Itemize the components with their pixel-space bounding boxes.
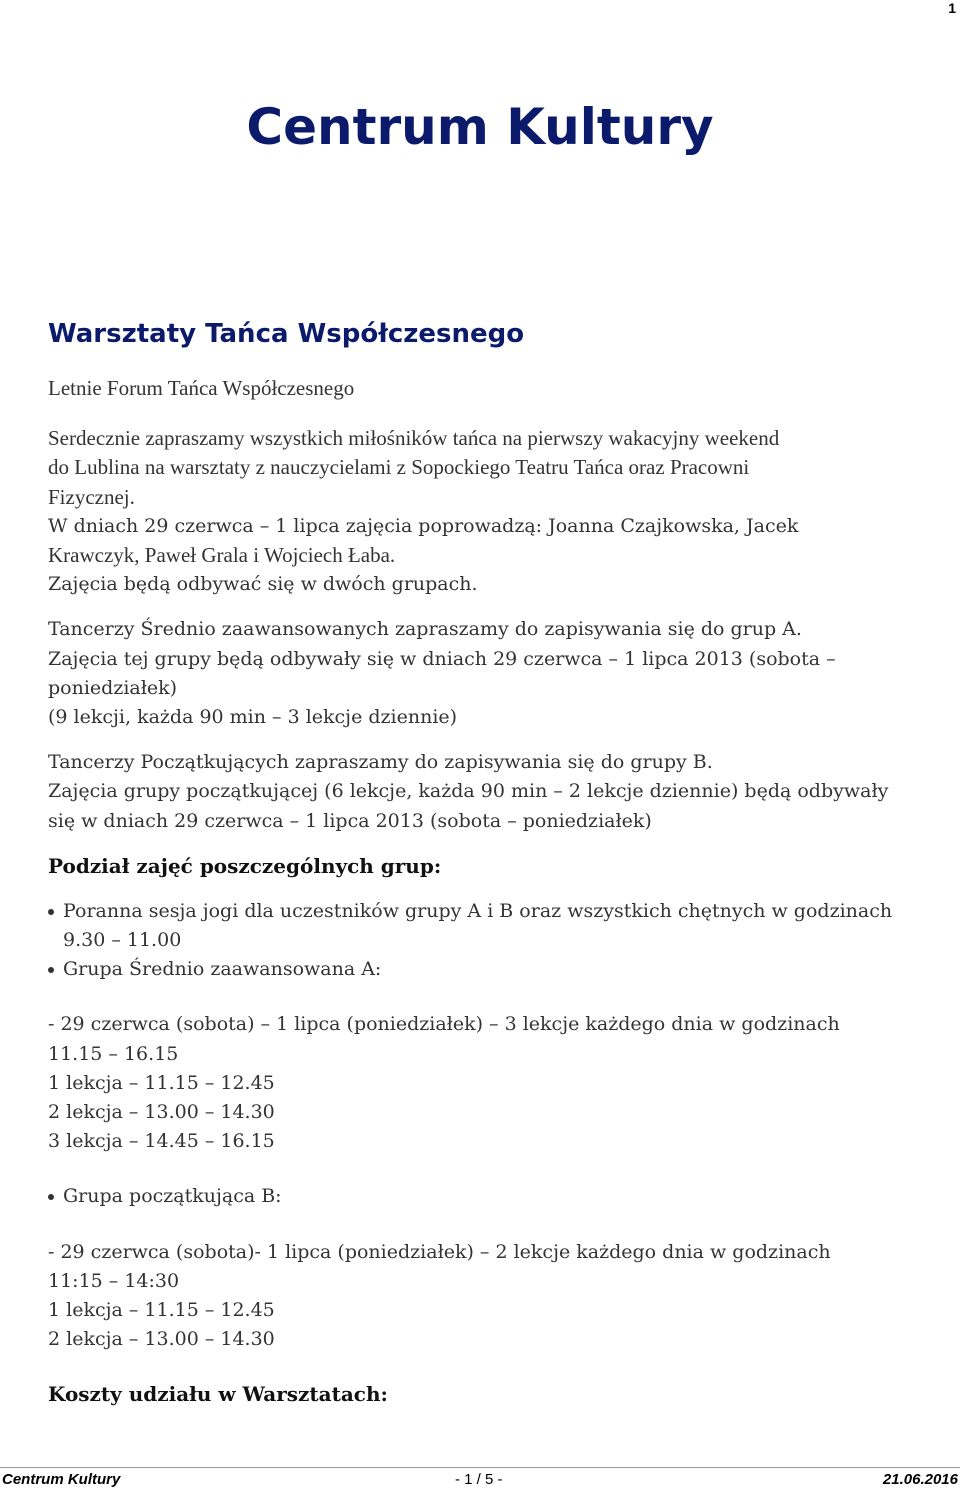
text-line: W dniach 29 czerwca – 1 lipca zajęcia poprowadzą: Joanna Czajkowska, Jacek [48, 514, 799, 537]
article [48, 310, 918, 1409]
schedule-list [48, 897, 918, 985]
article-subtitle: Letnie Forum Tańca Współczesnego [48, 376, 355, 400]
groups-line: Zajęcia będą odbywać się w dwóch grupach. [48, 573, 478, 596]
text-line: - 29 czerwca (sobota) – 1 lipca (poniedziałek) – 3 lekcje każdego dnia w godzinach [48, 1013, 840, 1036]
group-a-paragraph [48, 615, 918, 732]
text-line: 9.30 – 11.00 [63, 929, 182, 952]
text-line: - 29 czerwca (sobota)- 1 lipca (poniedziałek) – 2 lekcje każdego dnia w godzinach [48, 1240, 831, 1263]
text-line: Krawczyk, Paweł Grala i Wojciech Łaba. [48, 543, 396, 568]
text-line: 2 lekcja – 13.00 – 14.30 [48, 1101, 275, 1124]
site-title: Centrum Kultury [246, 98, 714, 156]
text-line: 11:15 – 14:30 [48, 1269, 180, 1292]
text-line: Zajęcia grupy początkującej (6 lekcje, każda 90 min – 2 lekcje dziennie) będą odbywały [48, 780, 889, 803]
text-line: 11.15 – 16.15 [48, 1042, 179, 1065]
text-line: poniedziałek) [48, 676, 178, 699]
text-line: Serdecznie zapraszamy wszystkich miłośników tańca na pierwszy wakacyjny weekend [48, 426, 780, 451]
article-title: Warsztaty Tańca Współczesnego [48, 319, 525, 349]
footer-date: 21.06.2016 [882, 1471, 958, 1488]
text-line: 2 lekcja – 13.00 – 14.30 [48, 1328, 275, 1351]
text-line: (9 lekcji, każda 90 min – 3 lekcje dziennie) [48, 706, 458, 729]
text-line: 1 lekcja – 11.15 – 12.45 [48, 1071, 275, 1094]
teachers-paragraph [48, 512, 918, 570]
list-item: Grupa początkująca B: [48, 1182, 918, 1211]
group-b-schedule [48, 1238, 918, 1355]
list-item: Grupa Średnio zaawansowana A: [48, 955, 918, 984]
text-line: 3 lekcja – 14.45 – 16.15 [48, 1130, 275, 1153]
text-line: 1 lekcja – 11.15 – 12.45 [48, 1299, 275, 1322]
group-b-paragraph [48, 748, 918, 836]
text-line: Tancerzy Średnio zaawansowanych zapraszamy do zapisywania się do grup A. [48, 618, 802, 641]
intro-paragraph [48, 424, 918, 512]
text-line: do Lublina na warsztaty z nauczycielami z Sopockiego Teatru Tańca oraz Pracowni [48, 455, 750, 480]
schedule-list-b [48, 1182, 918, 1211]
schedule-heading: Podział zajęć poszczególnych grup: [48, 853, 442, 878]
costs-heading: Koszty udziału w Warsztatach: [48, 1382, 388, 1407]
text-line: się w dniach 29 czerwca – 1 lipca 2013 (sobota – poniedziałek) [48, 809, 652, 832]
footer-site-name: Centrum Kultury [2, 1471, 121, 1488]
list-item [48, 897, 918, 955]
text-line: Poranna sesja jogi dla uczestników grupy A i B oraz wszystkich chętnych w godzinach [63, 899, 893, 922]
page-footer [0, 1467, 960, 1492]
page-number: 1 [948, 0, 956, 16]
text-line: Fizycznej. [48, 484, 135, 509]
text-line: Zajęcia tej grupy będą odbywały się w dniach 29 czerwca – 1 lipca 2013 (sobota – [48, 647, 836, 670]
group-a-schedule [48, 1010, 918, 1156]
footer-page-counter: - 1 / 5 - [455, 1471, 503, 1488]
text-line: Tancerzy Początkujących zapraszamy do zapisywania się do grupy B. [48, 751, 713, 774]
